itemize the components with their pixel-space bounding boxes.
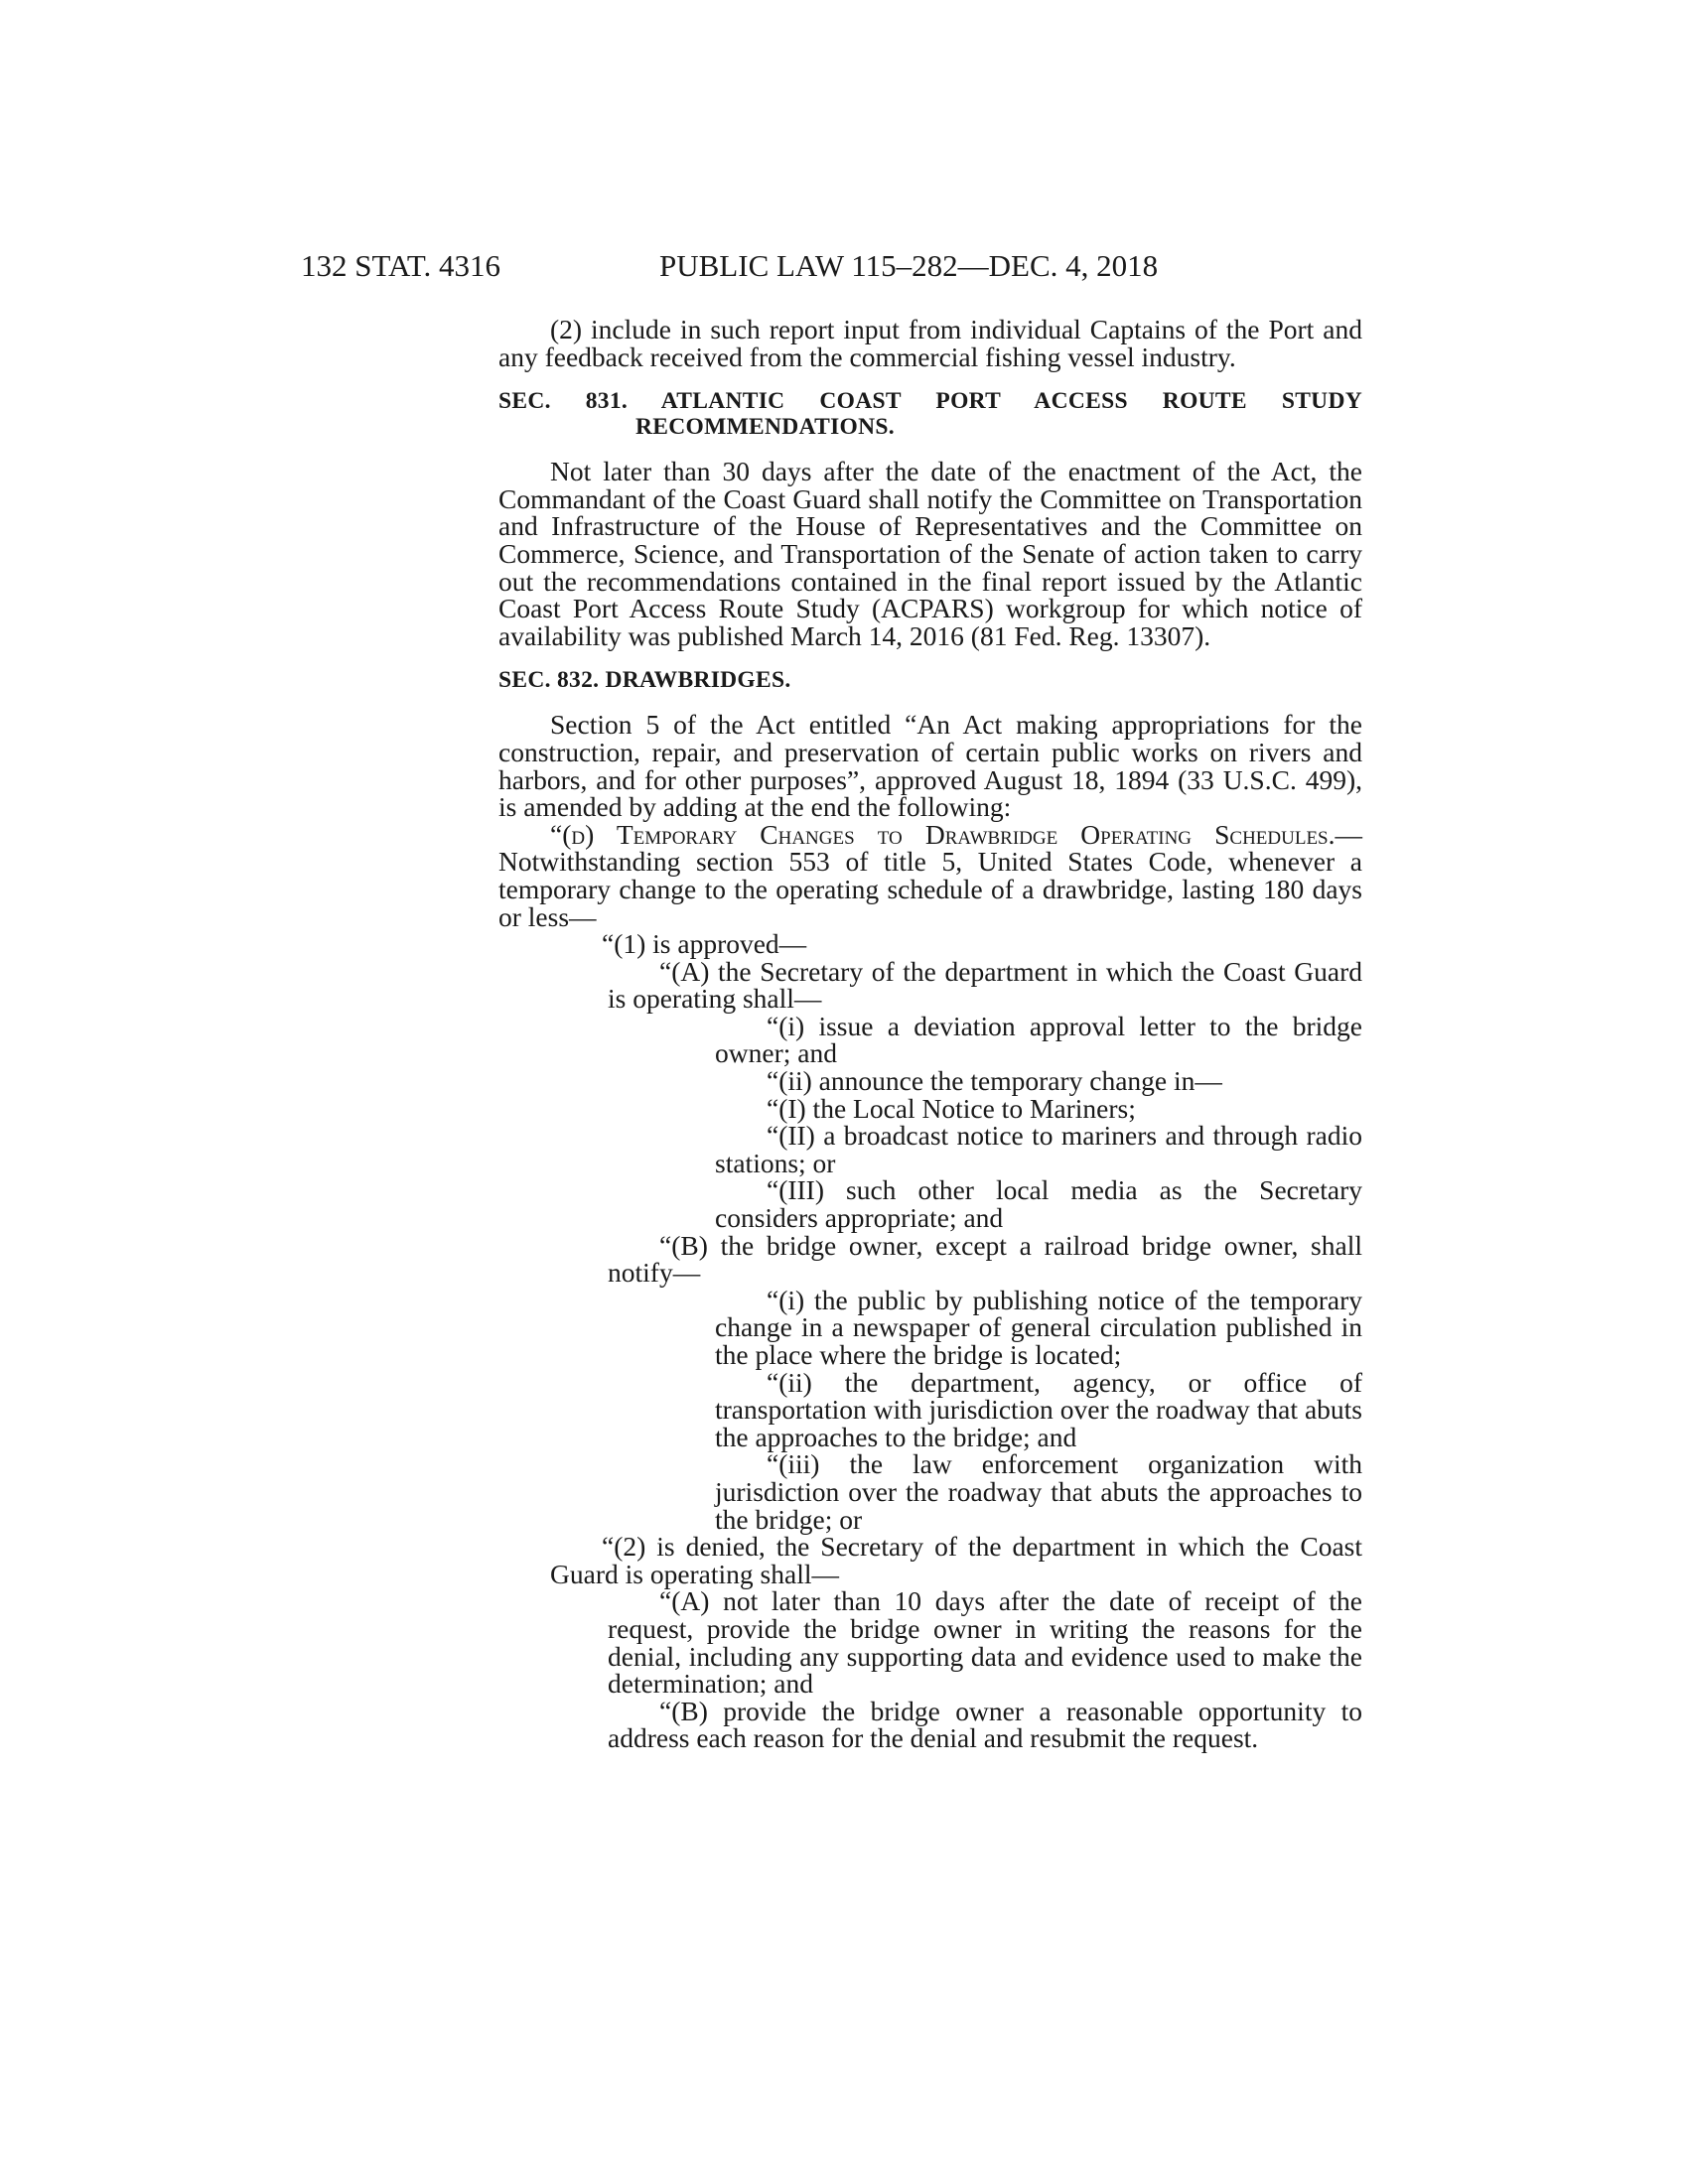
paragraph-1-A-i: “(i) issue a deviation approval letter to the bridge owner; and xyxy=(715,1010,1362,1069)
running-head: PUBLIC LAW 115–282—DEC. 4, 2018 xyxy=(659,248,1159,283)
paragraph-1-B-iii: “(iii) the law enforcement organization with jurisdiction over the roadway that abuts the approaches to the bridge; or xyxy=(715,1448,1362,1535)
paragraph-2-A: “(A) not later than 10 days after the date of receipt of the request, provide the bridge owner in writing the reasons for the denial, including any supporting data and evidence used to make the determination; and xyxy=(608,1585,1362,1700)
section-831-text: Not later than 30 days after the date of the enactment of the Act, the Commandant of the Coast Guard shall notify the Committee on Transportation and Infrastructure of the House of Representatives and the Committee on Commerce, Science, and Transportation of the Senate of action taken to carry out the recommendations contained in the final report issued by the Atlantic Coast Port Access Route Study (ACPARS) workgroup for which notice of availability was published March 14, 2016 (81 Fed. Reg. 13307). xyxy=(498,456,1362,651)
paragraph-1: “(1) is approved— xyxy=(602,928,807,960)
paragraph-1-B-ii: “(ii) the department, agency, or office of transportation with jurisdiction over the roadway that abuts the approaches to the bridge; and xyxy=(715,1366,1362,1452)
stat-citation: 132 STAT. 4316 xyxy=(301,248,501,283)
paragraph-1-A-ii-II: “(II) a broadcast notice to mariners and through radio stations; or xyxy=(715,1120,1362,1178)
subsection-d-heading: “(d) Temporary Changes to Drawbridge Operating Schedules. xyxy=(550,818,1336,850)
body-text xyxy=(498,316,1362,1752)
paragraph-1-A-ii: “(ii) announce the temporary change in— xyxy=(767,1065,1222,1097)
section-heading-832: SEC. 832. DRAWBRIDGES. xyxy=(498,667,791,694)
page-header xyxy=(0,246,1688,286)
paragraph-1-A: “(A) the Secretary of the department in which the Coast Guard is operating shall— xyxy=(608,955,1362,1015)
subsection-d xyxy=(498,818,1362,932)
paragraph-1-B-i: “(i) the public by publishing notice of the temporary change in a newspaper of general circulation published in the place where the bridge is located; xyxy=(715,1284,1362,1370)
section-heading-831: SEC. 831. ATLANTIC COAST PORT ACCESS ROUTE STUDY RECOMMENDATIONS. xyxy=(498,388,1362,441)
paragraph-2: “(2) is denied, the Secretary of the department in which the Coast Guard is operating shall— xyxy=(550,1531,1362,1589)
paragraph-2-B: “(B) provide the bridge owner a reasonable opportunity to address each reason for the denial and resubmit the request. xyxy=(608,1695,1362,1754)
section-832-intro: Section 5 of the Act entitled “An Act making appropriations for the construction, repair, and preservation of certain public works on rivers and harbors, and for other purposes”, approved August 18, 1894 (33 U.S.C. 499), is amended by adding at the end the following: xyxy=(498,709,1362,823)
subsection-d-text: —Notwithstanding section 553 of title 5, United States Code, whenever a temporary change to the operating schedule of a drawbridge, lasting 180 days or less— xyxy=(498,818,1362,932)
paragraph-1-A-ii-I: “(I) the Local Notice to Mariners; xyxy=(767,1092,1136,1124)
paragraph-1-B: “(B) the bridge owner, except a railroad bridge owner, shall notify— xyxy=(608,1229,1362,1289)
paragraph-1-A-ii-III: “(III) such other local media as the Secretary considers appropriate; and xyxy=(715,1174,1362,1234)
continuation-paragraph: (2) include in such report input from individual Captains of the Port and any feedback received from the commercial fishing vessel industry. xyxy=(498,314,1362,372)
